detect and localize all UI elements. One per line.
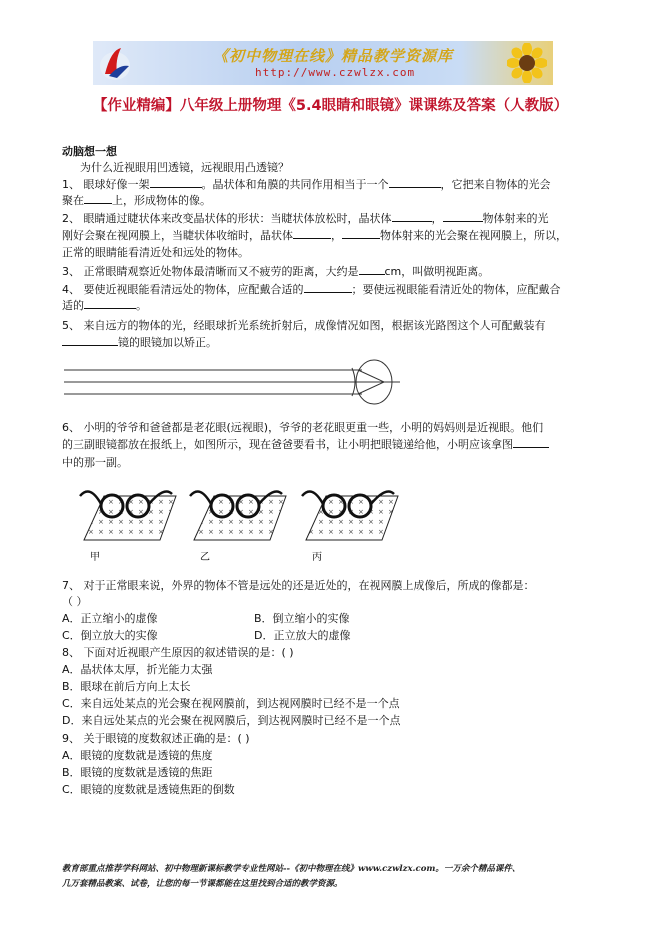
- question-7-paren: （ ）: [62, 595, 88, 608]
- q8-option-a: A．晶状体太厚，折光能力太强: [62, 663, 213, 676]
- label-bing: 丙: [312, 552, 322, 563]
- q1-text-a: 1、 眼球好像一架: [62, 178, 150, 191]
- q2-text-f: 物体射来的光会聚在视网膜上，所以，: [380, 229, 567, 242]
- q4-text-d: 。: [136, 299, 147, 312]
- q2-text-d: 刚好会聚在视网膜上，当睫状体收缩时，晶状体: [62, 229, 293, 242]
- question-2-line-2: [62, 228, 567, 245]
- q6-text-b: 的三副眼镜都放在报纸上，如图所示，现在爸爸要看书，让小明把眼镜递给他，小明应该拿图: [62, 438, 513, 451]
- q2-blank-4: [342, 228, 380, 239]
- q2-blank-1: [392, 211, 432, 222]
- q3-text-a: 3、 正常眼睛观察近处物体最清晰而又不疲劳的距离，大约是: [62, 265, 359, 278]
- q3-blank: [359, 264, 385, 275]
- q1-text-b: 。晶状体和角膜的共同作用相当于一个: [201, 178, 389, 191]
- q4-text-c: 适的: [62, 299, 84, 312]
- q4-text-b: ；要使远视眼能看清近处的物体，应配戴合: [351, 283, 561, 296]
- q8-option-d: D．来自远处某点的光会聚在视网膜后，到达视网膜时已经不是一个点: [62, 714, 401, 727]
- q9-option-a: A．眼镜的度数就是透镜的焦度: [62, 749, 213, 762]
- q7-option-c: C．倒立放大的实像: [62, 629, 158, 642]
- header-banner: [93, 41, 553, 85]
- q1-text-c: ，它把来自物体的光会: [440, 178, 551, 191]
- q1-text-e: 上，形成物体的像。: [112, 194, 211, 207]
- question-5-line-1: 5、 来自远方的物体的光，经眼球折光系统折射后，成像情况如图，根据该光路图这个人可配戴装有: [62, 319, 546, 332]
- question-5-line-2: [62, 335, 217, 352]
- q2-text-b: ，: [431, 212, 443, 225]
- q2-text-c: 物体射来的光: [482, 212, 549, 225]
- q9-option-b: B．眼镜的度数就是透镜的焦距: [62, 766, 213, 779]
- question-4-line-1: [62, 282, 561, 299]
- label-yi: 乙: [200, 552, 210, 563]
- q2-text-a: 2、 眼睛通过睫状体来改变晶状体的形状：当睫状体放松时，晶状体: [62, 212, 392, 225]
- refracted-ray-top: [358, 370, 384, 382]
- question-2-line-1: [62, 211, 549, 228]
- q5-blank: [62, 335, 118, 346]
- q4-text-a: 4、 要使近视眼能看清远处的物体，应配戴合适的: [62, 283, 304, 296]
- q1-blank-2: [389, 177, 441, 188]
- footer-line-2: 几万套精品教案、试卷，让您的每一节课都能在这里找到合适的教学资源。: [62, 879, 343, 889]
- question-4-line-2: [62, 298, 147, 315]
- q1-text-d: 聚在: [62, 194, 84, 207]
- question-2-line-3: 正常的眼睛能看清近处和远处的物体。: [62, 246, 249, 259]
- q8-option-b: B．眼球在前后方向上太长: [62, 680, 191, 693]
- glasses-figure: [76, 476, 416, 568]
- q2-blank-2: [443, 211, 483, 222]
- question-1-line-2: [62, 193, 211, 210]
- q5-text-b: 镜的眼镜加以矫正。: [118, 336, 217, 349]
- question-6-line-2: [62, 437, 549, 454]
- section-heading: 动脑想一想: [62, 145, 117, 158]
- q1-blank-3: [84, 193, 112, 204]
- q7-option-a: A．正立缩小的虚像: [62, 612, 158, 625]
- question-9-stem: 9、 关于眼镜的度数叙述正确的是：( ): [62, 732, 250, 745]
- question-1-line-1: [62, 177, 551, 194]
- q3-text-b: cm，叫做明视距离。: [384, 265, 490, 278]
- refracted-ray-bottom: [358, 382, 384, 394]
- q4-blank-1: [304, 282, 352, 293]
- question-8-stem: 8、 下面对近视眼产生原因的叙述错误的是：( ): [62, 646, 294, 659]
- q7-option-d: D．正立放大的虚像: [254, 629, 351, 642]
- question-6-line-1: 6、 小明的爷爷和爸爸都是老花眼(远视眼)，爷爷的老花眼更重一些，小明的妈妈则是近视眼。他们: [62, 421, 544, 434]
- intro-question: 为什么近视眼用凹透镜，远视眼用凸透镜？: [80, 161, 289, 174]
- banner-title: 《初中物理在线》精品教学资源库: [213, 47, 454, 65]
- q1-blank-1: [150, 177, 202, 188]
- site-logo-icon: [97, 44, 133, 82]
- glasses-bing: [302, 492, 398, 541]
- q2-blank-3: [293, 228, 331, 239]
- eye-ray-diagram: [62, 356, 422, 410]
- page-footer: [62, 862, 520, 892]
- banner-url: http://www.czwlzx.com: [255, 66, 416, 79]
- glasses-yi: [190, 492, 286, 541]
- sunflower-icon: [507, 43, 547, 83]
- question-3: [62, 264, 489, 281]
- question-6-line-3: 中的那一副。: [62, 456, 128, 469]
- question-7-stem: 7、 对于正常眼来说，外界的物体不管是远处的还是近处的，在视网膜上成像后，所成的像都是：: [62, 579, 535, 592]
- footer-line-1: 教育部重点推荐学科网站、初中物理新课标教学专业性网站--《初中物理在线》www.czwlzx.com。一万余个精品课件、: [62, 864, 521, 874]
- q7-option-b: B．倒立缩小的实像: [254, 612, 350, 625]
- glasses-jia: [80, 492, 176, 541]
- q6-blank: [513, 437, 549, 448]
- q4-blank-2: [84, 298, 136, 309]
- q9-option-c: C．眼镜的度数就是透镜焦距的倒数: [62, 783, 235, 796]
- q2-text-e: ，: [331, 229, 342, 242]
- label-jia: 甲: [90, 552, 100, 563]
- q8-option-c: C．来自远处某点的光会聚在视网膜前，到达视网膜时已经不是一个点: [62, 697, 400, 710]
- document-title: 【作业精编】八年级上册物理《5.4眼睛和眼镜》课课练及答案（人教版）: [92, 98, 569, 114]
